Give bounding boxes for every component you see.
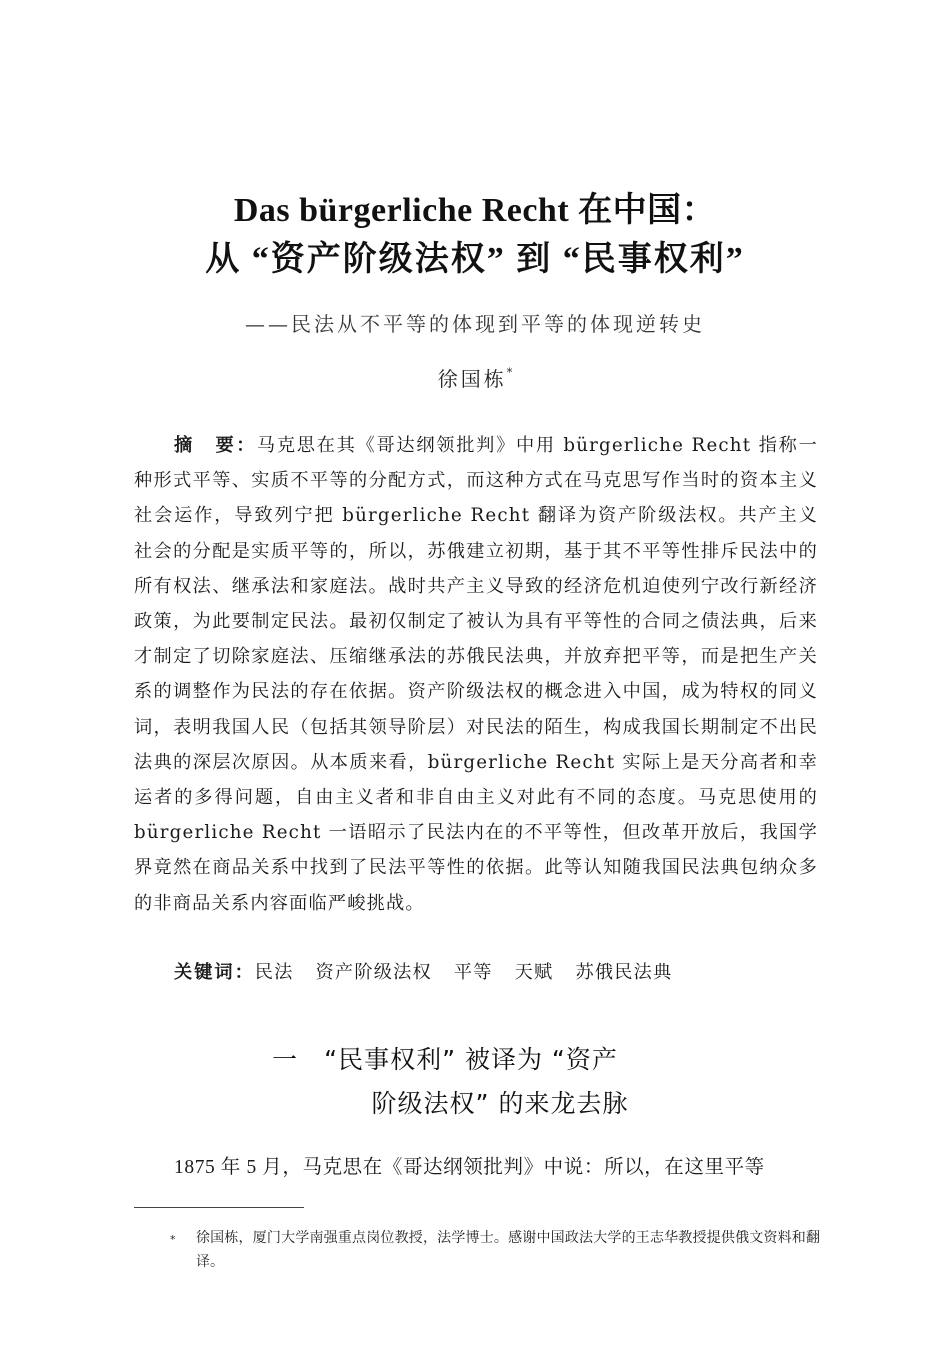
keyword: 民法 [254,962,294,983]
keyword: 苏俄民法典 [575,962,673,983]
author-name: 徐国栋 [437,367,507,391]
keywords [174,955,824,990]
footnote [170,1226,820,1274]
section-heading-line-1: 一 “民事权利” 被译为 “资产 [272,1045,618,1074]
abstract [134,428,818,921]
subtitle: ——民法从不平等的体现到平等的体现逆转史 [245,312,705,336]
keyword: 平等 [453,962,493,983]
footnote-divider [134,1207,304,1208]
author-footnote-marker[interactable]: * [506,366,513,379]
body-paragraph: 1875 年 5 月，马克思在《哥达纲领批判》中说：所以，在这里平等 [174,1157,765,1178]
footnote-text: 徐国栋，厦门大学南强重点岗位教授，法学博士。感谢中国政法大学的王志华教授提供俄文资料和翻译。 [196,1230,820,1270]
abstract-label: 摘 要： [174,435,257,456]
section-heading [0,1038,950,1126]
keywords-label: 关键词： [174,962,255,983]
footnote-marker: * [170,1233,176,1246]
abstract-text: 马克思在其《哥达纲领批判》中用 bürgerliche Recht 指称一种形式平等、实质不平等的分配方式，而这种方式在马克思写作当时的资本主义社会运作，导致列宁把 bürgerliche Recht 翻译为资产阶级法权。共产主义社会的分配是实质平等的，所以，苏俄建立初期，基于其不平等性排斥民法中的所有权法、继承法和家庭法。战时共产主义导致的经济危机迫使列宁改行新经济政策，为此要制定民法。最初仅制定了被认为具有平等性的合同之债法典，后来才制定了切除家庭法、压缩继承法的苏俄民法典，并放弃把平等，而是把生产关系的调整作为民法的存在依据。资产阶级法权的概念进入中国，成为特权的同义词，表明我国人民（包括其领导阶层）对民法的陌生，构成我国长期制定不出民法典的深层次原因。从本质来看，bürgerliche Recht 实际上是天分高者和幸运者的多得问题，自由主义者和非自由主义对此有不同的态度。马克思使用的 bürgerliche Recht 一语昭示了民法内在的不平等性，但改革开放后，我国学界竟然在商品关系中找到了民法平等性的依据。此等认知随我国民法典包纳众多的非商品关系内容面临严峻挑战。 [134,435,818,914]
keyword: 天赋 [514,962,554,983]
author-line [0,358,950,394]
keyword: 资产阶级法权 [315,962,432,983]
title-line-1: Das bürgerliche Recht 在中国： [233,192,717,229]
section-heading-line-2: 阶级法权” 的来龙去脉 [371,1089,629,1118]
title-line-2: 从 “资产阶级法权” 到 “民事权利” [205,241,745,278]
